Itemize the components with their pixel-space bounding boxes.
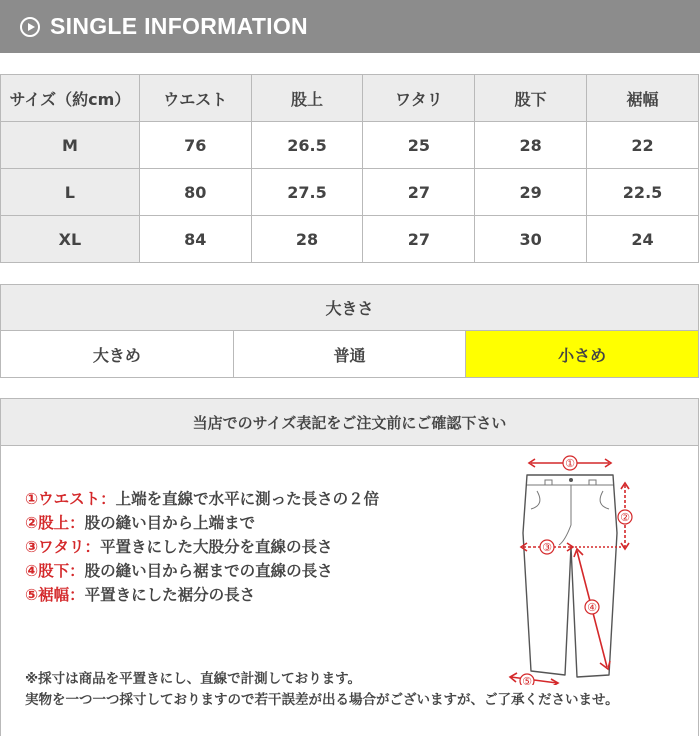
measurement-list [25, 487, 379, 607]
measure-item-rise: ②股上：股の縫い目から上端まで [25, 514, 256, 532]
label-hem-icon: ⑤ [522, 675, 532, 685]
table-cell: 76 [139, 122, 251, 169]
column-header: ウエスト [139, 75, 251, 122]
size-label: XL [1, 216, 140, 263]
pants-outline-icon [523, 475, 617, 677]
fit-options [1, 331, 698, 377]
table-row [1, 216, 699, 263]
table-cell: 30 [475, 216, 587, 263]
measure-item-waist: ①ウエスト：上端を直線で水平に測った長さの２倍 [25, 490, 380, 508]
table-cell: 26.5 [251, 122, 363, 169]
table-cell: 84 [139, 216, 251, 263]
table-row [1, 122, 699, 169]
fit-option-normal: 普通 [234, 331, 467, 377]
measure-item-inseam: ④股下：股の縫い目から裾までの直線の長さ [25, 562, 333, 580]
pants-diagram [501, 455, 651, 685]
section-header [0, 0, 700, 53]
fit-option-small: 小さめ [466, 331, 698, 377]
table-cell: 22 [587, 122, 699, 169]
fit-option-large: 大きめ [1, 331, 234, 377]
note-line: 実物を一つ一つ採寸しておりますので若干誤差が出る場合がございますが、ご了承くださいませ。 [25, 692, 619, 708]
column-header: サイズ（約cm） [1, 75, 140, 122]
table-cell: 27 [363, 169, 475, 216]
measurement-notes [25, 669, 619, 711]
fit-table [0, 284, 699, 378]
table-cell: 29 [475, 169, 587, 216]
column-header: ワタリ [363, 75, 475, 122]
size-table-header [1, 75, 699, 122]
table-cell: 80 [139, 169, 251, 216]
table-cell: 28 [475, 122, 587, 169]
label-rise-icon: ② [620, 511, 630, 524]
table-cell: 24 [587, 216, 699, 263]
play-circle-icon [20, 17, 40, 37]
label-inseam-icon: ④ [587, 601, 597, 614]
measure-item-hem: ⑤裾幅：平置きにした裾分の長さ [25, 586, 256, 604]
measure-item-thigh: ③ワタリ：平置きにした大股分を直線の長さ [25, 538, 333, 556]
measurement-guide [0, 398, 699, 736]
size-label: M [1, 122, 140, 169]
column-header: 股上 [251, 75, 363, 122]
section-title: SINGLE INFORMATION [50, 13, 308, 39]
label-waist-icon: ① [565, 457, 575, 470]
table-cell: 25 [363, 122, 475, 169]
note-line: ※採寸は商品を平置きにし、直線で計測しております。 [25, 671, 362, 687]
table-cell: 22.5 [587, 169, 699, 216]
button-icon [569, 478, 573, 482]
label-thigh-icon: ③ [542, 541, 552, 554]
column-header: 股下 [475, 75, 587, 122]
size-table [0, 74, 699, 263]
measurement-title: 当店でのサイズ表記をご注文前にご確認下さい [1, 399, 698, 446]
table-cell: 28 [251, 216, 363, 263]
size-label: L [1, 169, 140, 216]
table-row [1, 169, 699, 216]
table-cell: 27 [363, 216, 475, 263]
table-cell: 27.5 [251, 169, 363, 216]
column-header: 裾幅 [587, 75, 699, 122]
fit-title: 大きさ [1, 285, 698, 331]
